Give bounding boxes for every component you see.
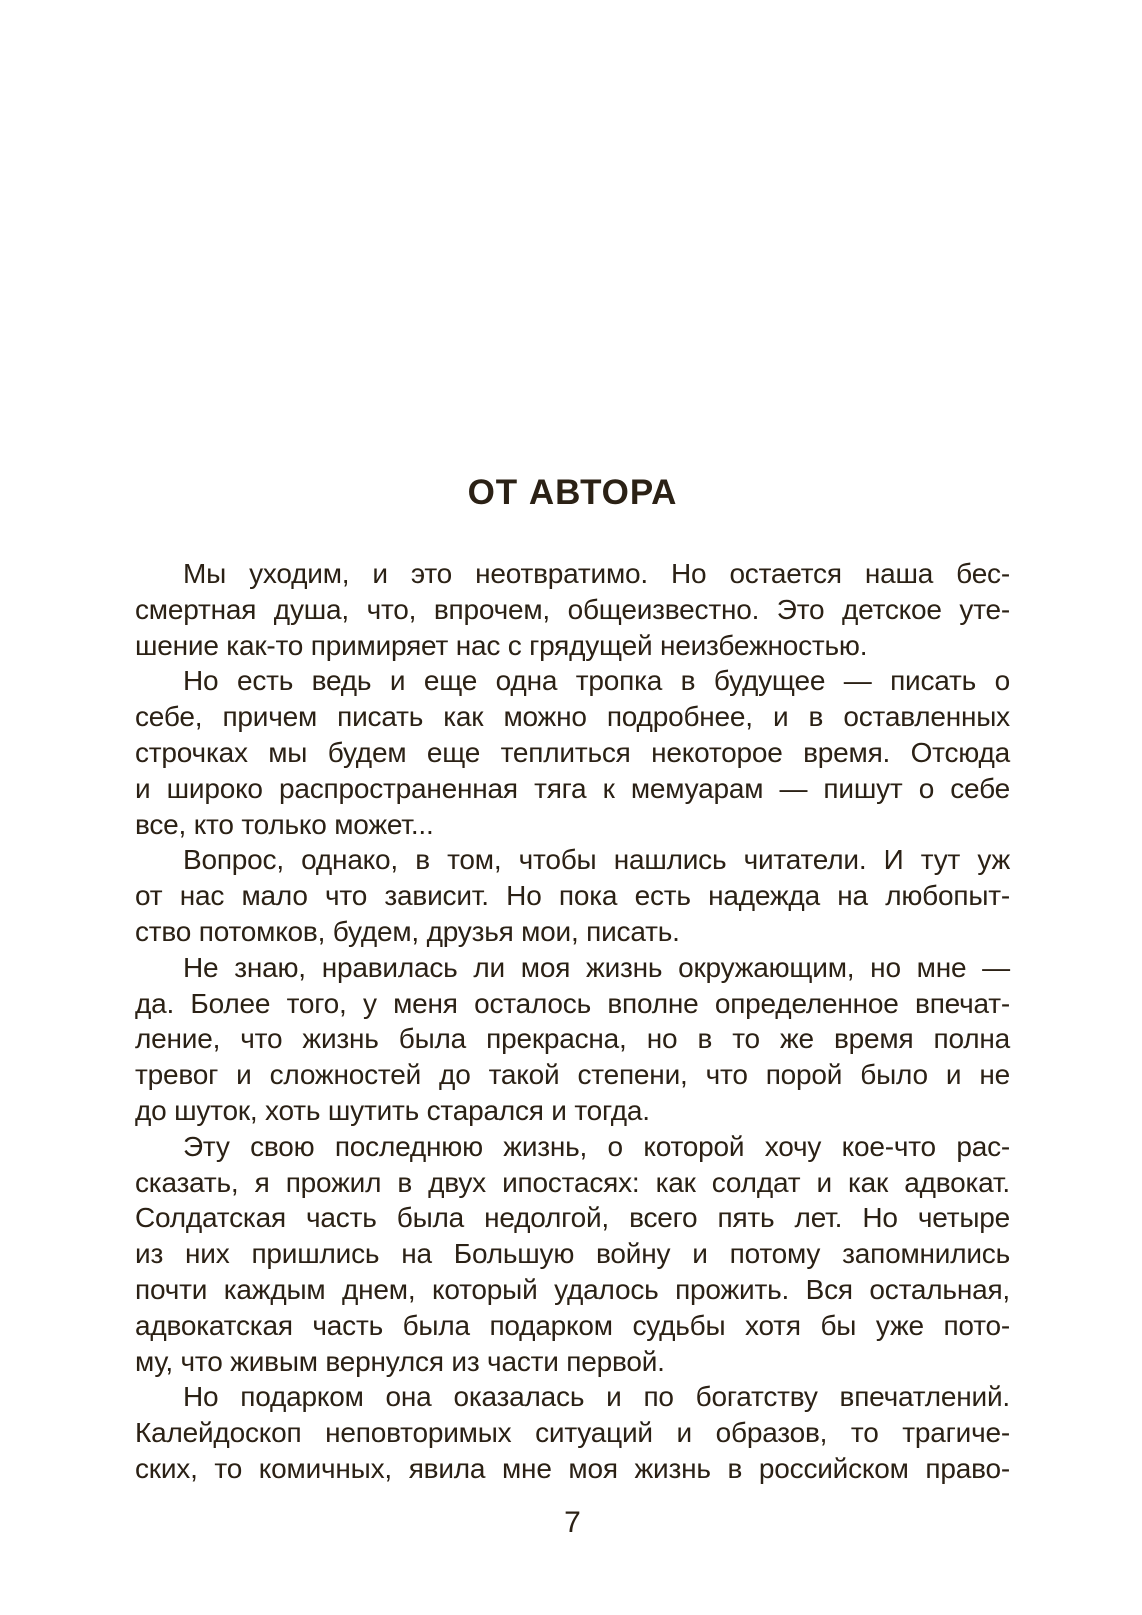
text-line: Но есть ведь и еще одна тропка в будущее — писать о (183, 665, 1010, 697)
text-line: и широко распространенная тяга к мемуарам — пишут о себе (135, 772, 1010, 804)
text-line: Но подарком она оказалась и по богатству впечатлений. (183, 1381, 1010, 1413)
page-number: 7 (564, 1506, 581, 1539)
text-line: строчках мы будем еще теплиться некоторое время. Отсюда (135, 736, 1010, 768)
text-line: му, что живым вернулся из части первой. (135, 1345, 665, 1377)
paragraph-4 (135, 950, 1010, 1129)
chapter-title: ОТ АВТОРА (467, 473, 678, 512)
paragraph-2 (135, 663, 1010, 842)
text-line: Мы уходим, и это неотвратимо. Но остается наша бес- (183, 558, 1010, 589)
text-line: адвокатская часть была подарком судьбы хотя бы уже пото- (135, 1309, 1010, 1341)
text-line: почти каждым днем, который удалось прожить. Вся остальная, (135, 1273, 1010, 1305)
text-line: смертная душа, что, впрочем, общеизвестно. Это детское уте- (135, 593, 1010, 625)
paragraph-5 (135, 1129, 1010, 1380)
text-line: из них пришлись на Большую войну и потому запомнились (135, 1238, 1010, 1270)
text-line: ство потомков, будем, друзья мои, писать. (135, 915, 680, 947)
text-line: сказать, я прожил в двух ипостасях: как солдат и как адвокат. (135, 1166, 1010, 1198)
text-line: Вопрос, однако, в том, чтобы нашлись читатели. И тут уж (183, 844, 1010, 876)
paragraph-6 (135, 1379, 1010, 1486)
text-line: Калейдоскоп неповторимых ситуаций и образов, то трагиче- (135, 1417, 1010, 1449)
text-line: все, кто только может... (135, 808, 434, 840)
text-line: себе, причем писать как можно подробнее, и в оставленных (135, 701, 1010, 733)
text-line: шение как-то примиряет нас с грядущей неизбежностью. (135, 629, 868, 661)
paragraph-1 (135, 556, 1010, 663)
text-line: тревог и сложностей до такой степени, что порой было и не (135, 1059, 1010, 1091)
text-line: от нас мало что зависит. Но пока есть надежда на любопыт- (135, 880, 1010, 912)
text-line: Солдатская часть была недолгой, всего пять лет. Но четыре (135, 1202, 1010, 1234)
body-text-block (135, 556, 1010, 1487)
text-line: до шуток, хоть шутить старался и тогда. (135, 1094, 650, 1126)
text-line: ских, то комичных, явила мне моя жизнь в российском право- (135, 1452, 1010, 1484)
text-line: ление, что жизнь была прекрасна, но в то же время полна (135, 1023, 1010, 1055)
text-line: да. Более того, у меня осталось вполне определенное впечат- (135, 987, 1010, 1019)
paragraph-3 (135, 842, 1010, 949)
text-line: Не знаю, нравилась ли моя жизнь окружающим, но мне — (183, 951, 1010, 983)
text-line: Эту свою последнюю жизнь, о которой хочу кое-что рас- (183, 1130, 1010, 1162)
